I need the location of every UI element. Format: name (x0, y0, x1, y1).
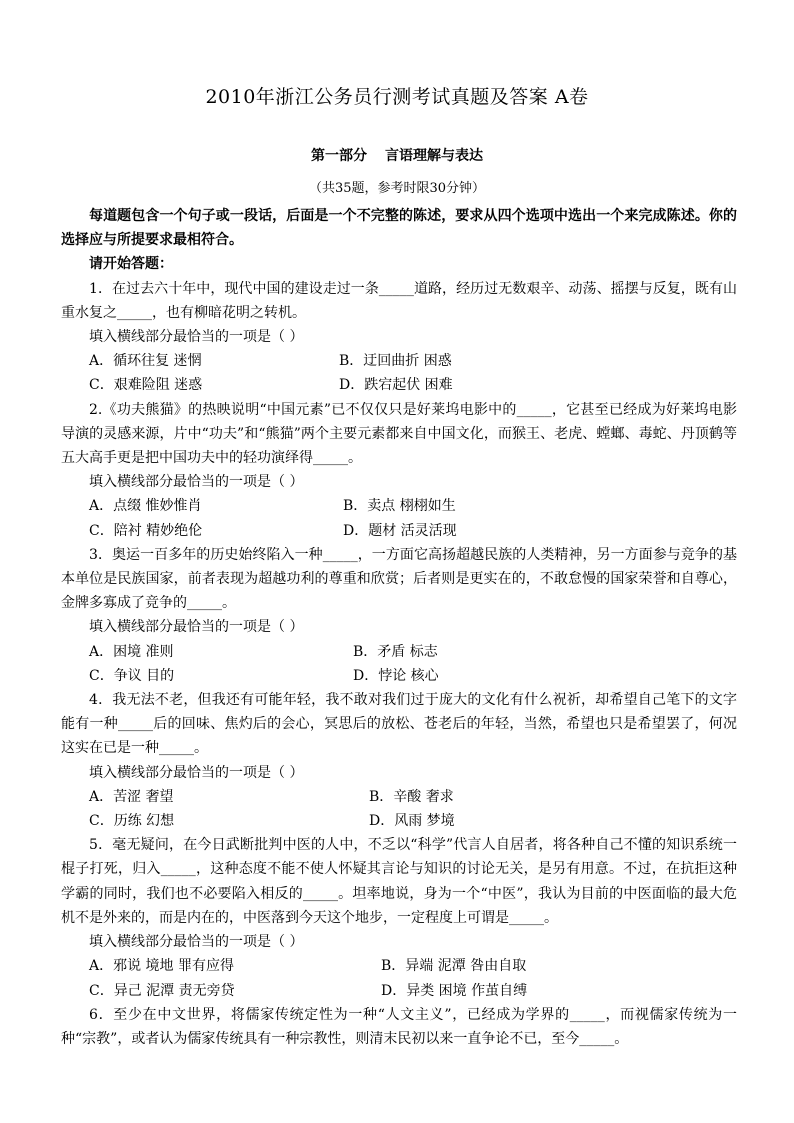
question-3-options-row-1 (61, 640, 737, 664)
option-d: D．题材 活灵活现 (343, 522, 457, 539)
option-c: C．异己 泥潭 责无旁贷 (89, 982, 235, 999)
question-2-text: 2.《功夫熊猫》的热映说明“中国元素”已不仅仅只是好莱坞电影中的_____，它甚至已经成为好莱坞电影导演的灵感来源，片中“功夫”和“熊猫”两个主要元素都来自中国文化，而猴王、老虎、螳螂、毒蛇、丹顶鹤等五大高手更是把中国功夫中的轻功演绎得_____。 (61, 401, 737, 467)
question-2-options-row-1 (61, 494, 737, 518)
question-5-text: 5．毫无疑问，在今日武断批判中医的人中，不乏以“科学”代言人自居者，将各种自己不懂的知识系统一棍子打死，归入_____，这种态度不能不使人怀疑其言论与知识的讨论无关，是另有用意。不过，在抗拒这种学霸的同时，我们也不必要陷入相反的_____。坦率地说，身为一个“中医”，我认为目前的中医面临的最大危机不是外来的，而是内在的，中医落到今天这个地步，一定程度上可谓是_____。 (61, 837, 737, 926)
option-b: B．辛酸 奢求 (369, 788, 454, 805)
question-3-prompt: 填入横线部分最恰当的一项是（ ） (89, 619, 304, 636)
option-a: A．点缀 惟妙惟肖 (89, 498, 202, 515)
question-6-text: 6．至少在中文世界，将儒家传统定性为一种“人文主义”，已经成为学界的_____，而视儒家传统为一种“宗教”，或者认为儒家传统具有一种宗教性，则清末民初以来一直争论不已，至今_____。 (61, 1006, 737, 1047)
start-label: 请开始答题： (89, 256, 173, 273)
question-1-options-row-1 (61, 349, 737, 373)
option-b: B．迂回曲折 困惑 (339, 353, 452, 370)
option-a: A．循环往复 迷惘 (89, 353, 202, 370)
question-3-text: 3．奥运一百多年的历史始终陷入一种_____，一方面它高扬超越民族的人类精神，另一方面参与竞争的基本单位是民族国家，前者表现为超越功利的尊重和欣赏；后者则是更实在的，不敢怠慢的国家荣誉和自尊心，金牌多寡成了竞争的_____。 (61, 546, 737, 612)
question-4-prompt: 填入横线部分最恰当的一项是（ ） (89, 764, 304, 781)
option-d: D．跌宕起伏 困难 (339, 377, 453, 394)
question-4-options-row-1 (61, 785, 737, 809)
question-4-text: 4．我无法不老，但我还有可能年轻，我不敢对我们过于庞大的文化有什么祝祈，却希望自己笔下的文字能有一种_____后的回味、焦灼后的会心，冥思后的放松、苍老后的年轻，当然，希望也只是希望罢了，何况这实在已是一种_____。 (61, 692, 737, 757)
option-c: C．历练 幻想 (89, 813, 175, 830)
option-c: C．陪衬 精妙绝伦 (89, 522, 203, 539)
option-d: D．悖论 核心 (353, 667, 439, 684)
option-b: B．卖点 栩栩如生 (343, 498, 456, 515)
option-c: C．争议 目的 (89, 667, 175, 684)
question-1-text: 1．在过去六十年中，现代中国的建设走过一条_____道路，经历过无数艰辛、动荡、摇摆与反复，既有山重水复之_____，也有柳暗花明之转机。 (61, 280, 737, 321)
document-title: 2010年浙江公务员行测考试真题及答案 A卷 (205, 86, 589, 108)
option-a: A．邪说 境地 罪有应得 (89, 958, 235, 975)
option-d: D．风雨 梦境 (369, 813, 455, 830)
question-2-options-row-2 (61, 519, 737, 543)
option-d: D．异类 困境 作茧自缚 (381, 982, 528, 999)
section-heading (0, 145, 794, 165)
question-4-options-row-2 (61, 809, 737, 833)
option-b: B．异端 泥潭 咎由自取 (381, 958, 527, 975)
instructions: 每道题包含一个句子或一段话，后面是一个不完整的陈述，要求从四个选项中选出一个来完成陈述。你的选择应与所提要求最相符合。 (61, 208, 737, 249)
question-2-prompt: 填入横线部分最恰当的一项是（ ） (89, 474, 304, 491)
question-1-prompt: 填入横线部分最恰当的一项是（ ） (89, 329, 304, 346)
question-3-options-row-2 (61, 664, 737, 688)
option-c: C．艰难险阻 迷惑 (89, 377, 203, 394)
question-5-options-row-1 (61, 954, 737, 978)
option-b: B．矛盾 标志 (353, 643, 438, 660)
question-1-options-row-2 (61, 373, 737, 397)
document-body (61, 204, 737, 1051)
section-part-name: 言语理解与表达 (385, 148, 483, 164)
option-a: A．苦涩 奢望 (89, 788, 174, 805)
question-5-options-row-2 (61, 979, 737, 1003)
option-a: A．困境 准则 (89, 643, 174, 660)
section-part-label: 第一部分 (311, 148, 367, 164)
section-subtitle: （共35题，参考时限30分钟） (308, 181, 486, 196)
question-5-prompt: 填入横线部分最恰当的一项是（ ） (89, 934, 304, 951)
